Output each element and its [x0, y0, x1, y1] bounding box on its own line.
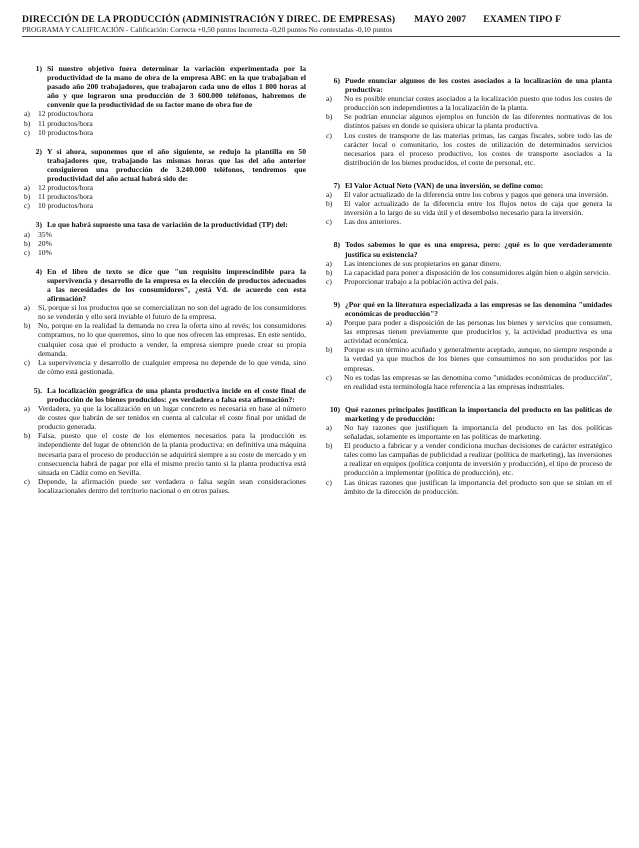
answer-option	[24, 303, 306, 321]
exam-header	[22, 14, 622, 34]
answer-option	[322, 199, 612, 217]
question-text: Y si ahora, suponemos que el año siguiente, se redujo la plantilla en 50 trabajadores que, trabajando las mismas horas que las del año anterior consiguieron una producción de 3.240.000 teléfonos, tendremos que productividad del año actual habrá sido de:	[47, 146, 306, 184]
question-text: Si nuestro objetivo fuera determinar la variación experimentada por la productividad de la mano de obra de la empresa ABC en la que trabajaban el pasado año 200 trabajadores, que trabajaron cada uno de ellos 1 800 horas al año y que lograron una producción de 3 600.000 teléfonos, habremos de convenir que la productividad de su factor mano de obra fue de	[47, 64, 306, 110]
option-letter: b)	[326, 345, 333, 355]
question-6	[322, 76, 612, 167]
option-text: Porque para poder a disposición de las personas los bienes y servicios que consumen, las empresas tienen previamente que producirlos y, la actividad productiva es una actividad económica.	[344, 318, 612, 346]
option-letter: a)	[24, 109, 30, 119]
option-letter: c)	[24, 201, 30, 211]
option-text: 10 productos/hora	[38, 201, 94, 211]
answer-option	[322, 478, 612, 496]
question-text: Qué razones principales justifican la importancia del producto en las políticas de marketing y de producción:	[345, 404, 612, 423]
question-text: ¿Por qué en la literatura especializada a las empresas se las denomina "unidades económicas de producción"?	[345, 299, 612, 318]
option-letter: a)	[326, 94, 332, 104]
option-text: 10 productos/hora	[38, 127, 94, 137]
option-letter: a)	[24, 183, 30, 193]
option-letter: c)	[24, 476, 30, 486]
right-column	[322, 76, 612, 506]
option-letter: b)	[24, 192, 31, 202]
exam-grading-line: PROGRAMA Y CALIFICACIÓN - Calificación: Correcta +0,50 puntos Incorrecta -0,20 puntos No contestadas -0,10 puntos	[22, 25, 393, 34]
question-10	[322, 405, 612, 496]
option-letter: b)	[24, 118, 31, 128]
answer-option	[322, 423, 612, 441]
option-letter: a)	[24, 229, 30, 239]
answer-option	[322, 373, 612, 391]
option-text: 10%	[38, 247, 52, 257]
answer-option	[322, 318, 612, 345]
question-number: 6)	[333, 76, 340, 85]
answer-option	[24, 358, 306, 376]
option-text: Depende, la afirmación puede ser verdadera o falsa según sean consideraciones localizacionales dentro del territorio nacional o en otros países.	[38, 476, 306, 495]
answer-option	[24, 431, 306, 476]
question-number: 2)	[35, 146, 42, 156]
option-letter: b)	[326, 199, 333, 209]
answer-option	[322, 345, 612, 372]
question-4	[24, 267, 306, 376]
option-letter: c)	[326, 477, 332, 487]
answer-option	[24, 477, 306, 495]
option-text: Sí, porque si los productos que se comercializan no son del agrado de los consumidores no se venderán y ello será inviable el futuro de la empresa.	[38, 303, 306, 322]
exam-date: MAYO 2007	[414, 14, 467, 25]
question-text: La localización geográfica de una planta productiva incide en el coste final de producción de los bienes producidos: ¿es verdadera o falsa esta afirmación?:	[47, 385, 306, 404]
option-text: Las intenciones de sus propietarios en ganar dinero.	[344, 258, 502, 268]
answer-option	[24, 230, 306, 239]
option-text: Las dos anteriores.	[344, 217, 402, 227]
question-8	[322, 240, 612, 285]
answer-option	[322, 268, 612, 277]
option-text: Proporcionar trabajo a la población activa del país.	[344, 276, 499, 286]
option-letter: c)	[326, 217, 332, 227]
question-1	[24, 64, 306, 137]
option-text: Falsa, puesto que el coste de los elementos necesarios para la producción es independiente del lugar de obtención de la planta productiva: en definitiva una máquina necesaria para el proceso de producción se adquirirá siempre a su coste de mercado y en consecuencia habrá de pagar por ella el mismo precio tanto si la planta productiva está situada en Cádiz como en Sevilla.	[38, 431, 306, 477]
answer-option	[322, 131, 612, 167]
question-number: 1)	[35, 64, 42, 73]
exam-type: EXAMEN TIPO F	[483, 14, 562, 25]
question-3	[24, 220, 306, 256]
answer-option	[24, 404, 306, 431]
answer-option	[24, 248, 306, 257]
exam-title-line	[22, 14, 622, 25]
option-letter: a)	[24, 404, 30, 414]
option-text: Verdadera, ya que la localización en un lugar concreto es necesaria en base al número de costes que habrán de ser tenidos en cuenta al calcular el coste final por unidad de producto generada.	[38, 404, 306, 432]
question-text: Puede enunciar algunos de los costes asociados a la localización de una planta productiva:	[345, 76, 612, 95]
left-column	[24, 64, 306, 505]
answer-option	[24, 109, 306, 118]
option-text: Porque es un término acuñado y generalmente aceptado, aunque, no siempre responde a la verdad ya que muchos de los bienes que consumimos no son producidos por las empresas.	[344, 345, 612, 373]
option-text: Las únicas razones que justifican la importancia del producto son que se sitúan en el ámbito de la dirección de producción.	[344, 477, 612, 496]
option-text: Los costes de transporte de las materias primas, las cargas fiscales, sobre todo las de carácter local o comunitario, los costes de utilización de determinados servicios necesarios para el proceso productivo, los costes de transporte asociados a la distribución de los bienes producidos, el coste de personal, etc.	[344, 130, 612, 167]
answer-option	[24, 183, 306, 192]
option-letter: c)	[326, 372, 332, 382]
question-text: El Valor Actual Neto (VAN) de una inversión, se define como:	[345, 180, 544, 190]
option-letter: b)	[326, 441, 333, 451]
option-letter: c)	[326, 130, 332, 140]
answer-option	[322, 441, 612, 477]
answer-option	[322, 277, 612, 286]
option-letter: c)	[24, 247, 30, 257]
question-number: 4)	[35, 266, 42, 276]
option-text: No hay razones que justifiquen la importancia del producto en las dos políticas señaladas, solamente es importante en las políticas de marketing.	[344, 423, 612, 442]
option-letter: a)	[24, 303, 30, 313]
option-letter: a)	[326, 258, 332, 268]
answer-option	[322, 259, 612, 268]
answer-option	[322, 112, 612, 130]
option-letter: b)	[24, 431, 31, 441]
option-text: 11 productos/hora	[38, 118, 93, 128]
question-number: 5).	[33, 385, 42, 395]
question-number: 9)	[333, 299, 340, 309]
question-text: Todos sabemos lo que es una empresa, pero: ¿qué es lo que verdaderamente justifica su existencia?	[345, 240, 612, 259]
option-text: La capacidad para poner a disposición de los consumidores algún bien o algún servicio.	[344, 267, 611, 277]
question-number: 3)	[35, 220, 42, 230]
answer-option	[24, 321, 306, 357]
option-text: 20%	[38, 238, 52, 248]
answer-option	[24, 192, 306, 201]
question-2	[24, 147, 306, 211]
question-text: En el libro de texto se dice que "un requisito imprescindible para la supervivencia y desarrollo de la empresa es la elección de productos adecuados a las necesidades de los consumidores", ¿está Vd. de acuerdo con esta afirmación?	[47, 266, 306, 304]
question-7	[322, 181, 612, 226]
option-text: No es todas las empresas se las denomina como "unidades económicas de producción", en realidad esta terminología hace referencia a las empresas industriales.	[344, 372, 612, 391]
option-letter: b)	[326, 267, 333, 277]
exam-course-title: DIRECCIÓN DE LA PRODUCCIÓN (ADMINISTRACIÓN Y DIREC. DE EMPRESAS)	[22, 14, 396, 25]
option-text: 12 productos/hora	[38, 109, 94, 119]
option-text: 12 productos/hora	[38, 183, 94, 193]
option-text: 35%	[38, 229, 52, 239]
option-letter: c)	[326, 276, 332, 286]
option-text: 11 productos/hora	[38, 192, 93, 202]
answer-option	[24, 119, 306, 128]
question-number: 8)	[333, 240, 340, 250]
option-letter: c)	[24, 127, 30, 137]
answer-option	[24, 128, 306, 137]
header-divider	[22, 36, 620, 37]
option-text: El producto a fabricar y a vender condiciona muchas decisiones de carácter estratégico tales como las campañas de publicidad a realizar (política de marketing), las inversiones a realizar en equipos (política conjunta de inversión y producción), el tipo de proceso de producción a implementar (política de producción), etc.	[344, 441, 613, 478]
option-letter: b)	[24, 321, 31, 331]
answer-option	[24, 201, 306, 210]
option-letter: c)	[24, 357, 30, 367]
option-text: La supervivencia y desarrollo de cualquier empresa no depende de lo que venda, sino de cómo está gestionada.	[38, 357, 306, 376]
option-letter: a)	[326, 190, 332, 200]
option-letter: b)	[326, 112, 333, 122]
option-text: No, porque en la realidad la demanda no crea la oferta sino al revés; los consumidores compramos, no lo que queremos, sino lo que nos ofrecen las empresas. En este sentido, cualquier cosa que el producto a vender, la empresa siempre puede crear su propia demanda.	[38, 321, 306, 358]
answer-option	[24, 239, 306, 248]
question-5	[24, 386, 306, 495]
option-text: El valor actualizado de la diferencia entre los flujos netos de caja que genera la inversión a lo largo de su vida útil y el desembolso necesario para la inversión.	[344, 199, 612, 218]
option-letter: b)	[24, 238, 31, 248]
question-text: Lo que habrá supuesto una tasa de variación de la productividad (TP) del:	[47, 220, 288, 230]
question-number: 7)	[333, 180, 340, 190]
option-text: No es posible enunciar costes asociados a la localización puesto que todos los costes de producción son independientes a la localización de la planta.	[344, 94, 612, 113]
answer-option	[322, 190, 612, 199]
option-letter: a)	[326, 423, 332, 432]
answer-option	[322, 94, 612, 112]
option-text: El valor actualizado de la diferencia entre los cobros y pagos que genera una inversión.	[344, 190, 609, 200]
answer-option	[322, 217, 612, 226]
question-9	[322, 300, 612, 391]
question-number: 10)	[329, 404, 340, 414]
option-text: Se podrían enunciar algunos ejemplos en función de las diferentes normativas de los distintos países en donde se quisiera ubicar la planta productiva.	[344, 112, 612, 131]
option-letter: a)	[326, 318, 332, 328]
